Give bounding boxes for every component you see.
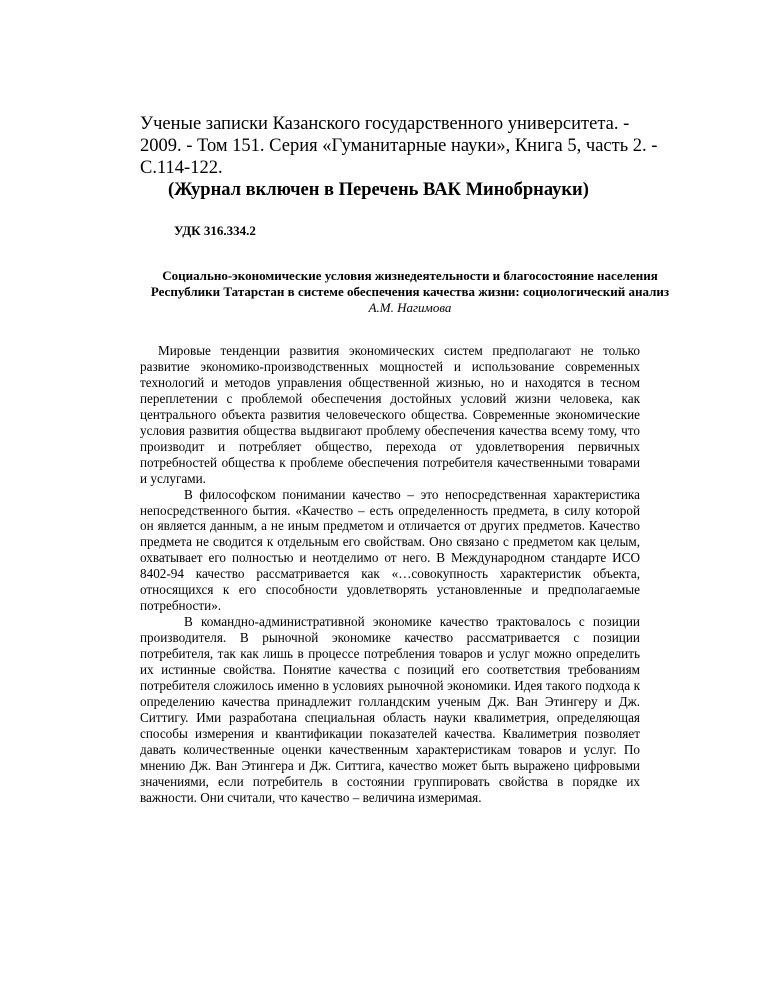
article-author: А.М. Нагимова bbox=[368, 300, 452, 315]
source-citation bbox=[140, 113, 660, 201]
body-paragraph: В философском понимании качество – это непосредственная характеристика непосредственного бытия. «Качество – есть определенность предмета, в силу которой он является данным, а не иным предметом и отличается от других предметов. Качество предмета не сводится к отдельным его свойствам. Оно связано с предметом как целым, охватывает его полностью и неотделимо от него. В Международном стандарте ИСО 8402-94 качество рассматривается как «…совокупность характеристик объекта, относящихся к его способности удовлетворять установленные и предполагаемые потребности». bbox=[140, 486, 640, 614]
vak-note: (Журнал включен в Перечень ВАК Минобрнауки) bbox=[168, 180, 589, 200]
journal-citation: Ученые записки Казанского государственного университета. - 2009. - Том 151. Серия «Гуманитарные науки», Книга 5, часть 2. - С.114-122. bbox=[140, 114, 658, 178]
article-heading bbox=[140, 268, 680, 316]
article-body bbox=[140, 343, 640, 806]
body-paragraph: Мировые тенденции развития экономических систем предполагают не только развитие экономико-производственных мощностей и использование современных технологий и методов управления общественной жизнью, но и находятся в тесном переплетении с проблемой обеспечения достойных условий жизни человека, как центрального объекта развития человеческого общества. Современные экономические условия развития общества выдвигают проблему обеспечения качества всему тому, что производит и потребляет общество, перехода от удовлетворения первичных потребностей общества к проблеме обеспечения потребителя качественными товарами и услугами. bbox=[140, 343, 640, 486]
udk-code: УДК 316.334.2 bbox=[174, 223, 256, 238]
article-title: Социально-экономические условия жизнедеятельности и благосостояние населения Республики Татарстан в системе обеспечения качества жизни: социологический анализ bbox=[150, 268, 670, 299]
body-paragraph: В командно-административной экономике качество трактовалось с позиции производителя. В рыночной экономике качество рассматривается с позиции потребителя, так как лишь в процессе потребления товаров и услуг можно определить их истинные свойства. Понятие качества с позиций его соответствия требованиям потребителя сложилось именно в условиях рыночной экономики. Идея такого подхода к определению качества принадлежит голландским ученым Дж. Ван Этингеру и Дж. Ситтигу. Ими разработана специальная область науки квалиметрия, определяющая способы измерения и квантификации показателей качества. Квалиметрия позволяет давать количественные оценки качественным характеристикам товаров и услуг. По мнению Дж. Ван Этингера и Дж. Ситтига, качество может быть выражено цифровыми значениями, если потребитель в состоянии группировать свойства в порядке их важности. Они считали, что качество – величина измеримая. bbox=[140, 614, 640, 805]
